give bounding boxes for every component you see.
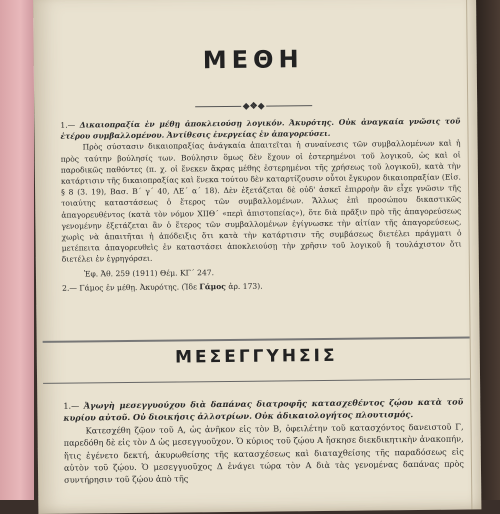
entry-2 — [62, 278, 462, 293]
ornament-divider: ◆❖◆ — [40, 93, 467, 116]
entry-heading: Δικαιοπραξία ἐν μέθῃ ἀποκλειούσῃ λογικόν. Ἀκυρότης. Οὐκ ἀναγκαία γνῶσις τοῦ ἑτέρου συμβαλλομένου. Ἀντίθεσις ἐνεργείας ἐν ἀπαγορεύσει. — [60, 116, 461, 141]
entry-number: 1.— — [60, 120, 76, 130]
page-content — [39, 0, 472, 514]
entry-heading: Ἀγωγὴ μεσεγγυούχου διὰ δαπάνας διατροφῆς κατασχεθέντος ζῴου κατὰ τοῦ κυρίου αὐτοῦ. Οὐ διοικήσις ἀλλοτρίων. Οὐκ ἀδικαιολογήτος πλουτισμός. — [63, 396, 464, 424]
entry-number: 2.— — [62, 283, 77, 293]
entry-2-text: Γάμος ἐν μέθῃ. Ἀκυρότης. (Ἰδε — [79, 282, 198, 293]
section-mesengyisis-body — [63, 396, 464, 487]
section-methi-body — [60, 116, 462, 294]
entry-1-body: Κατεσχέθη ζῷον τοῦ Α, ὡς ἀνῆκον εἰς τὸν Β, ὀφειλέτην τοῦ κατασχόντος δανειστοῦ Γ, παρεδόθη δὲ εἰς τὸν Δ ὡς μεσεγγυοῦχον. Ὁ κύριος τοῦ ζῴου Α ἤσκησε διεκδικητικὴν ἀνακοπήν, ἥτις ἐγένετο δεκτή, ἀκυρωθείσης τῆς κατασχέσεως καὶ διαταχθείσης τῆς παραδόσεως εἰς αὐτὸν τοῦ ζῴου. Ὁ μεσεγγυοῦχος Δ ἐνάγει τώρα τὸν Α διὰ τὰς γενομένας δαπάνας πρὸς συντήρησιν τοῦ ζῴου ἀπὸ τῆς — [63, 421, 464, 486]
section-rule-bottom — [43, 378, 470, 383]
book-page — [33, 0, 481, 514]
entry-1-reference: Ἐφ. Ἀθ. 259 (1911) Θέμ. ΚΓ΄ 247. — [83, 267, 215, 279]
section-title-methi: ΜΕΘΗ — [202, 45, 304, 75]
entry-2-ref-bold: Γάμος — [199, 281, 226, 292]
pink-bookmark-edge — [0, 0, 34, 500]
entry-1-body: Πρὸς σύστασιν δικαιοπραξίας ἀνάγκαία ἀπαιτεῖται ἡ συναίνεσις τῶν συμβαλλομένων καὶ ἡ πρὸς ταύτην βούλησίς των. Βούλησιν ὅμως δὲν ἔχουν οἱ ἐστερημένοι τοῦ λογικοῦ, ὡς καὶ οἱ παροδικῶς παθόντες (π. χ. οἱ ἕνεκεν ἄκρας μέθης ἐστερημένοι τῆς χρήσεως τοῦ λογικοῦ), κατὰ τὴν κατάρτισιν τῆς δικαιοπραξίας καὶ ἕνεκα τούτου δὲν καταρτίζουσιν οὗτοι ἔγκυρον δικαιοπραξίαν (Εἰσ. § 8 (3. 19), Βασ. Β΄ γ΄ 40, ΛΕ΄ α΄ 18). Δὲν ἐξετάζεται δὲ οὐδ' ἀσκεῖ ἐπιρροὴν ἂν εἶχε γνῶσιν τῆς τοιαύτης καταστάσεως ὁ ἕτερος τῶν συμβαλλομένων. Ἄλλως ἐπὶ προσώπου δικαστικῶς ἀπαγορευθέντος (κατὰ τὸν νόμον ΧΙΙΘ΄ «περὶ ἀπιστοπείας»), ὅτε διὰ πρᾶξιν πρὸ τῆς ἀπαγορεύσεως γενομένην ἐξετάζεται ἂν ὁ ἕτερος τῶν συμβαλλομένων ἐγίγνωσκε τὴν αἰτίαν τῆς ἀπαγορεύσεως, χωρὶς νὰ ἀπαιτῆται ἡ ἀπόδειξις ὅτι κατὰ τὴν κατάρτισιν τῆς συμβάσεως διετέλει πράγματι ὁ μετέπειτα ἀπαγορευθεὶς ἐν καταστάσει ἀποκλειούσῃ τὴν χρῆσιν τοῦ λογικοῦ ἢ τουλάχιστον ὅτι διετέλει ἐν ἐγρηγόρσει. — [60, 138, 462, 265]
section-title-mesengyisis: ΜΕΣΕΓΓΥΗΣΙΣ — [174, 345, 338, 368]
entry-number: 1.— — [63, 400, 80, 411]
section-rule-top — [43, 336, 470, 342]
entry-2-ref-tail: ἀρ. 173). — [228, 281, 263, 291]
